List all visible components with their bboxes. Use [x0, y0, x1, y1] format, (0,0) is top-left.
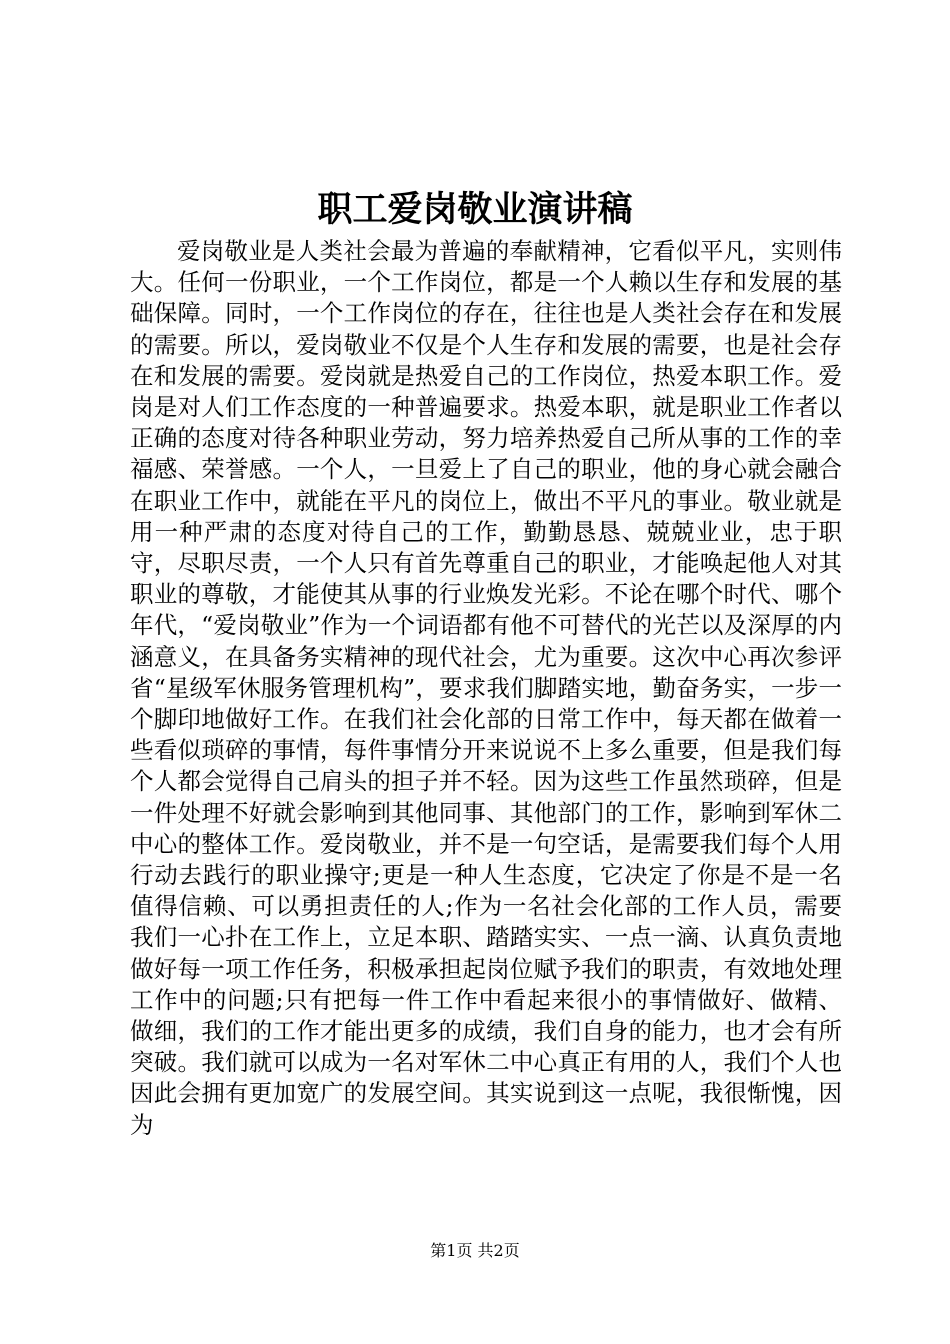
document-title: 职工爱岗敬业演讲稿: [317, 189, 633, 230]
page-number-footer: 第1页 共2页: [430, 1241, 520, 1260]
body-paragraph: 爱岗敬业是人类社会最为普遍的奉献精神，它看似平凡，实则伟大。任何一份职业，一个工作岗位，都是一个人赖以生存和发展的基础保障。同时，一个工作岗位的存在，往往也是人类社会存在和发展的需要。所以，爱岗敬业不仅是个人生存和发展的需要，也是社会存在和发展的需要。爱岗就是热爱自己的工作岗位，热爱本职工作。爱岗是对人们工作态度的一种普遍要求。热爱本职，就是职业工作者以正确的态度对待各种职业劳动，努力培养热爱自己所从事的工作的幸福感、荣誉感。一个人，一旦爱上了自己的职业，他的身心就会融合在职业工作中，就能在平凡的岗位上，做出不平凡的事业。敬业就是用一种严肃的态度对待自己的工作，勤勤恳恳、兢兢业业，忠于职守，尽职尽责，一个人只有首先尊重自己的职业，才能唤起他人对其职业的尊敬，才能使其从事的行业焕发光彩。不论在哪个时代、哪个年代，“爱岗敬业”作为一个词语都有他不可替代的光芒以及深厚的内涵意义，在具备务实精神的现代社会，尤为重要。这次中心再次参评省“星级军休服务管理机构”，要求我们脚踏实地，勤奋务实，一步一个脚印地做好工作。在我们社会化部的日常工作中，每天都在做着一些看似琐碎的事情，每件事情分开来说说不上多么重要，但是我们每个人都会觉得自己肩头的担子并不轻。因为这些工作虽然琐碎，但是一件处理不好就会影响到其他同事、其他部门的工作，影响到军休二中心的整体工作。爱岗敬业，并不是一句空话，是需要我们每个人用行动去践行的职业操守;更是一种人生态度，它决定了你是不是一名值得信赖、可以勇担责任的人;作为一名社会化部的工作人员，需要我们一心扑在工作上，立足本职、踏踏实实、一点一滴、认真负责地做好每一项工作任务，积极承担起岗位赋予我们的职责，有效地处理工作中的问题;只有把每一件工作中看起来很小的事情做好、做精、做细，我们的工作才能出更多的成绩，我们自身的能力，也才会有所突破。我们就可以成为一名对军休二中心真正有用的人，我们个人也因此会拥有更加宽广的发展空间。其实说到这一点呢，我很惭愧，因为: [130, 237, 842, 1139]
